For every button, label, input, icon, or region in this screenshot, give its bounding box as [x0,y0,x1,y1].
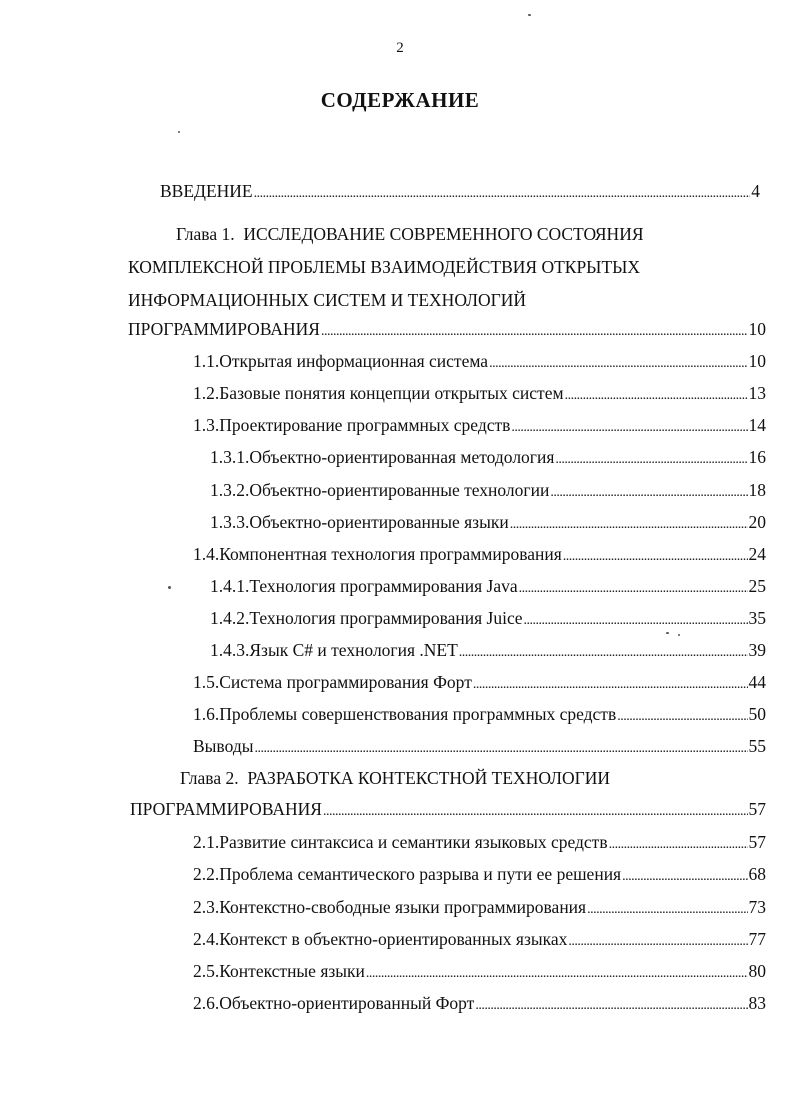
toc-entry-page: 10 [748,319,766,339]
toc-entry-text: Объектно-ориентированные языки [249,512,509,532]
chapter2-label: Глава 2. [180,768,239,788]
toc-entry-page: 14 [748,415,766,435]
toc-entry-number: 1.3.3. [210,512,250,532]
dot-leader [254,178,751,207]
toc-entry-2-1[interactable] [193,829,766,855]
dot-leader [254,733,747,762]
scan-speck [528,14,531,16]
toc-entry-text: Проектирование программных средств [219,415,511,435]
dot-leader [489,348,747,377]
dot-leader [609,829,748,858]
toc-entry-text: Компонентная технология программирования [219,544,562,564]
chapter1-heading-line1 [176,219,644,249]
toc-entry-1-3[interactable] [193,412,766,438]
toc-entry-number: 1.1. [193,351,220,371]
toc-entry-page: 80 [748,961,766,981]
chapter1-title-line4: ПРОГРАММИРОВАНИЯ [128,319,320,339]
toc-entry-2-6[interactable] [193,990,766,1016]
chapter2-title-line1: РАЗРАБОТКА КОНТЕКСТНОЙ ТЕХНОЛОГИИ [247,768,610,788]
toc-entry-1-4-3[interactable] [210,637,766,663]
toc-entry-1-4-1[interactable] [210,573,766,599]
toc-entry-intro[interactable] [160,178,760,204]
toc-entry-page: 25 [748,576,766,596]
toc-entry-text: ВВЕДЕНИЕ [160,181,253,201]
dot-leader [568,926,747,955]
toc-entry-conclusions[interactable] [193,733,766,759]
scan-speck [178,131,180,133]
toc-entry-page: 57 [748,799,766,819]
toc-entry-number: 1.3. [193,415,220,435]
dot-leader [563,541,748,570]
toc-entry-text: Проблемы совершенствования программных средств [219,704,617,724]
chapter1-title-line3: ИНФОРМАЦИОННЫХ СИСТЕМ И ТЕХНОЛОГИЙ [128,290,526,310]
dot-leader [473,669,748,698]
toc-entry-1-6[interactable] [193,701,766,727]
dot-leader [366,958,748,987]
toc-entry-page: 24 [748,544,766,564]
toc-entry-page: 50 [748,704,766,724]
toc-entry-page: 68 [748,864,766,884]
toc-entry-number: 1.2. [193,383,220,403]
toc-entry-number: 1.4.1. [210,576,250,596]
toc-entry-number: 2.3. [193,897,220,917]
page-title: СОДЕРЖАНИЕ [320,88,480,112]
toc-entry-text: Проблема семантического разрыва и пути ее решения [219,864,622,884]
chapter2-title-line2: ПРОГРАММИРОВАНИЯ [130,799,322,819]
toc-entry-page: 77 [748,929,766,949]
toc-entry-text: Объектно-ориентированная методология [249,447,555,467]
toc-entry-page: 55 [748,736,766,756]
toc-entry-text: Технология программирования Java [249,576,518,596]
toc-entry-text: Контекстные языки [219,961,365,981]
toc-entry-number: 1.5. [193,672,220,692]
dot-leader [510,509,748,538]
chapter1-title-line2: КОМПЛЕКСНОЙ ПРОБЛЕМЫ ВЗАИМОДЕЙСТВИЯ ОТКРЫТЫХ [128,257,641,277]
toc-entry-chapter1[interactable] [128,316,766,342]
toc-entry-number: 1.3.1. [210,447,250,467]
toc-entry-text: Язык C# и технология .NET [249,640,458,660]
toc-entry-page: 10 [748,351,766,371]
dot-leader [565,380,748,409]
toc-entry-text: Объектно-ориентированный Форт [219,993,475,1013]
dot-leader [524,605,748,634]
toc-entry-text: Объектно-ориентированные технологии [249,480,550,500]
scan-speck [168,586,171,589]
toc-entry-number: 1.4.3. [210,640,250,660]
toc-entry-page: 18 [748,480,766,500]
dot-leader [587,894,747,923]
dot-leader [555,444,747,473]
toc-entry-text: Контекстно-свободные языки программирования [219,897,587,917]
toc-entry-1-4[interactable] [193,541,766,567]
toc-entry-number: 2.6. [193,993,220,1013]
chapter2-heading-line1 [180,763,610,793]
toc-entry-text: Базовые понятия концепции открытых систем [219,383,564,403]
toc-entry-page: 44 [748,672,766,692]
toc-entry-1-4-2[interactable] [210,605,766,631]
toc-entry-number: 1.4. [193,544,220,564]
dot-leader [617,701,747,730]
toc-entry-number: 2.1. [193,832,220,852]
toc-entry-text: Открытая информационная система [219,351,489,371]
dot-leader [323,796,748,825]
toc-entry-text: Система программирования Форт [219,672,472,692]
dot-leader [550,477,747,506]
toc-entry-page: 20 [748,512,766,532]
toc-entry-1-2[interactable] [193,380,766,406]
dot-leader [511,412,747,441]
toc-entry-number: 2.2. [193,864,220,884]
toc-entry-text: Технология программирования Juice [249,608,523,628]
chapter1-label: Глава 1. [176,224,235,244]
dot-leader [519,573,748,602]
dot-leader [622,861,747,890]
dot-leader [321,316,748,345]
toc-entry-page: 57 [748,832,766,852]
scan-speck [678,634,680,636]
toc-entry-2-5[interactable] [193,958,766,984]
toc-entry-text: Контекст в объектно-ориентированных языках [219,929,568,949]
toc-entry-page: 83 [748,993,766,1013]
toc-entry-1-3-3[interactable] [210,509,766,535]
toc-entry-page: 13 [748,383,766,403]
dot-leader [475,990,747,1019]
toc-entry-page: 16 [748,447,766,467]
toc-entry-number: 1.3.2. [210,480,250,500]
toc-entry-text: Развитие синтаксиса и семантики языковых средств [219,832,608,852]
toc-entry-page: 35 [748,608,766,628]
toc-entry-1-3-1[interactable] [210,444,766,470]
toc-entry-number: 2.4. [193,929,220,949]
page-number: 2 [396,40,404,56]
toc-entry-2-2[interactable] [193,861,766,887]
toc-entry-page: 39 [748,640,766,660]
toc-entry-1-5[interactable] [193,669,766,695]
toc-entry-1-3-2[interactable] [210,477,766,503]
toc-entry-2-3[interactable] [193,894,766,920]
chapter1-title-line1: ИССЛЕДОВАНИЕ СОВРЕМЕННОГО СОСТОЯНИЯ [243,224,644,244]
toc-entry-2-4[interactable] [193,926,766,952]
toc-entry-number: 2.5. [193,961,220,981]
scan-speck [666,632,669,634]
toc-entry-page: 73 [748,897,766,917]
toc-entry-number: 1.4.2. [210,608,250,628]
dot-leader [459,637,748,666]
toc-entry-text: Выводы [193,736,254,756]
toc-entry-chapter2[interactable] [130,796,766,822]
toc-entry-number: 1.6. [193,704,220,724]
toc-entry-page: 4 [751,181,760,201]
toc-entry-1-1[interactable] [193,348,766,374]
